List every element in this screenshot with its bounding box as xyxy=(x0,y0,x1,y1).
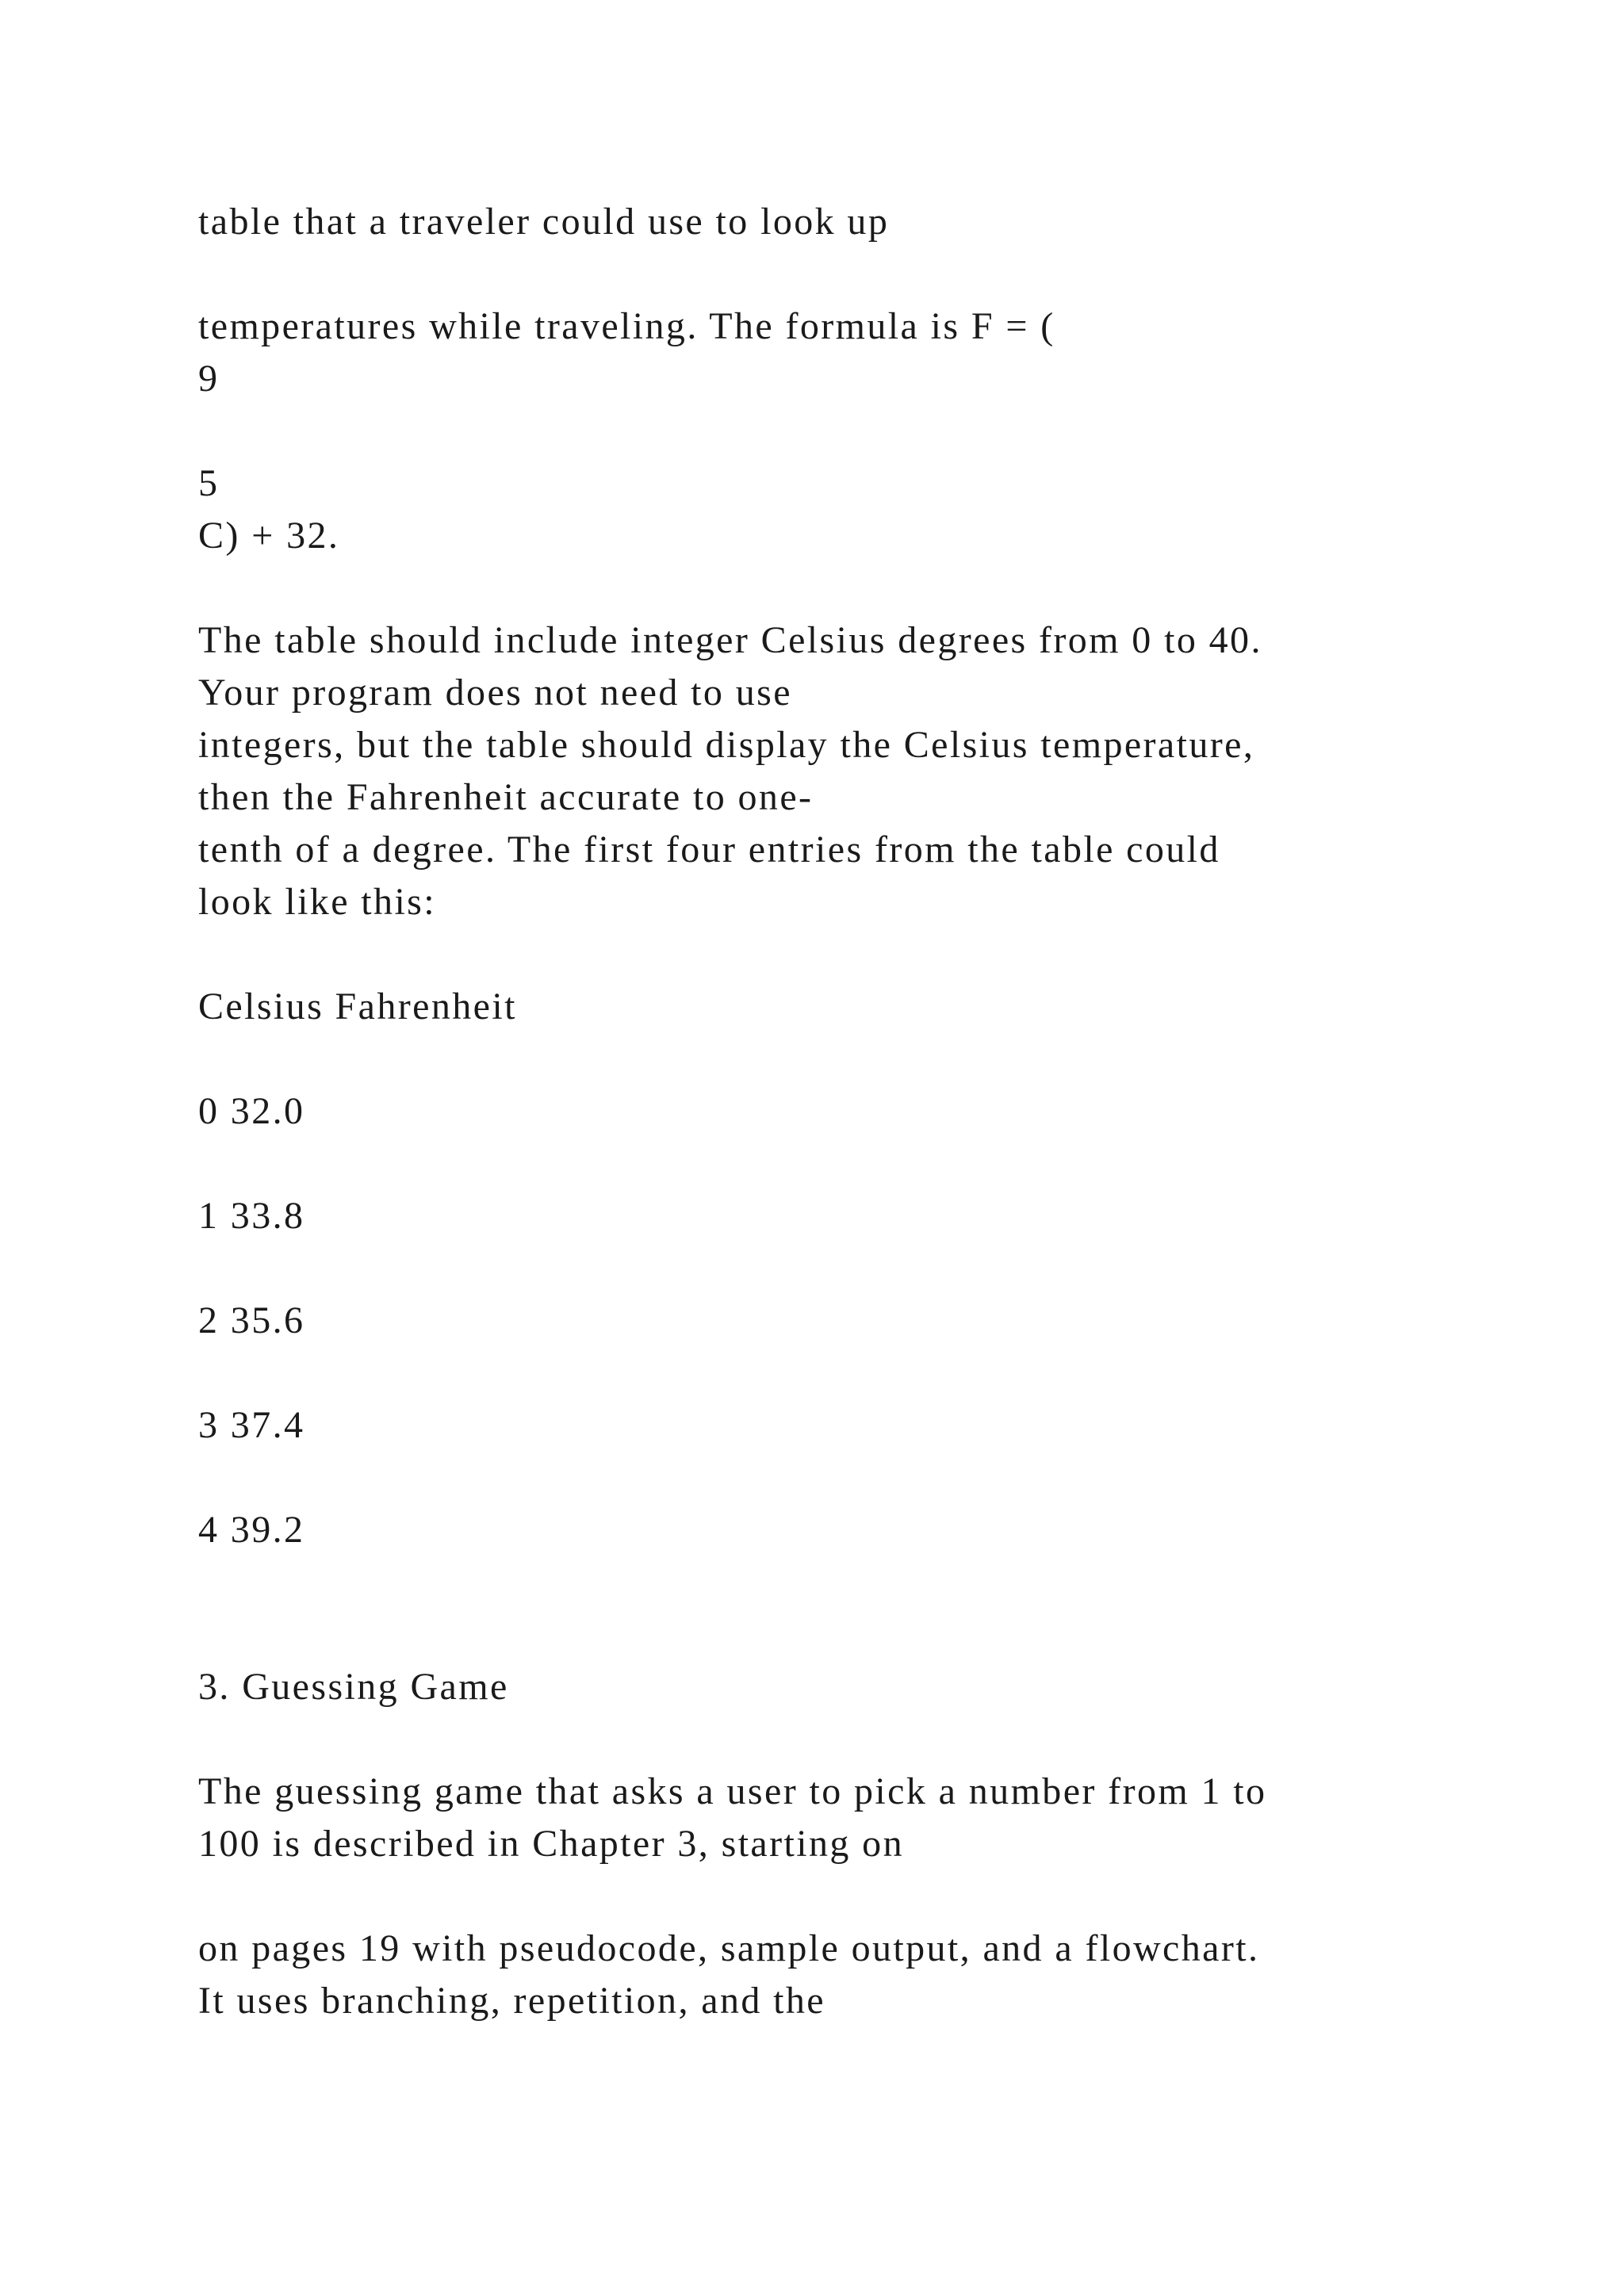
table-row: 1 33.8 xyxy=(198,1195,305,1237)
section3-para2-line1: on pages 19 with pseudocode, sample output, and a flowchart. xyxy=(198,1927,1260,1969)
section-heading: 3. Guessing Game xyxy=(198,1666,509,1708)
requirements-line-2: Your program does not need to use xyxy=(198,672,792,714)
intro-line-1: table that a traveler could use to look up xyxy=(198,201,890,243)
table-header: Celsius Fahrenheit xyxy=(198,985,517,1027)
requirements-line-1: The table should include integer Celsius degrees from 0 to 40. xyxy=(198,619,1262,661)
formula-fraction-denominator: 5 xyxy=(198,462,220,504)
table-row: 0 32.0 xyxy=(198,1090,305,1132)
requirements-line-3: integers, but the table should display the Celsius temperature, xyxy=(198,724,1255,766)
formula-fraction-numerator: 9 xyxy=(198,358,220,400)
section3-para1-line1: The guessing game that asks a user to pick a number from 1 to xyxy=(198,1770,1267,1812)
table-row: 3 37.4 xyxy=(198,1404,305,1446)
intro-line-3-formula-end: C) + 32. xyxy=(198,515,340,557)
requirements-line-4: then the Fahrenheit accurate to one- xyxy=(198,776,814,818)
section3-para2-line2: It uses branching, repetition, and the xyxy=(198,1980,825,2022)
table-row: 4 39.2 xyxy=(198,1509,305,1551)
section3-para1-line2: 100 is described in Chapter 3, starting on xyxy=(198,1823,904,1865)
requirements-line-5: tenth of a degree. The first four entries from the table could xyxy=(198,828,1220,871)
requirements-line-6: look like this: xyxy=(198,881,436,923)
table-row: 2 35.6 xyxy=(198,1299,305,1341)
intro-line-2-formula: temperatures while traveling. The formula is F = ( xyxy=(198,305,1055,347)
